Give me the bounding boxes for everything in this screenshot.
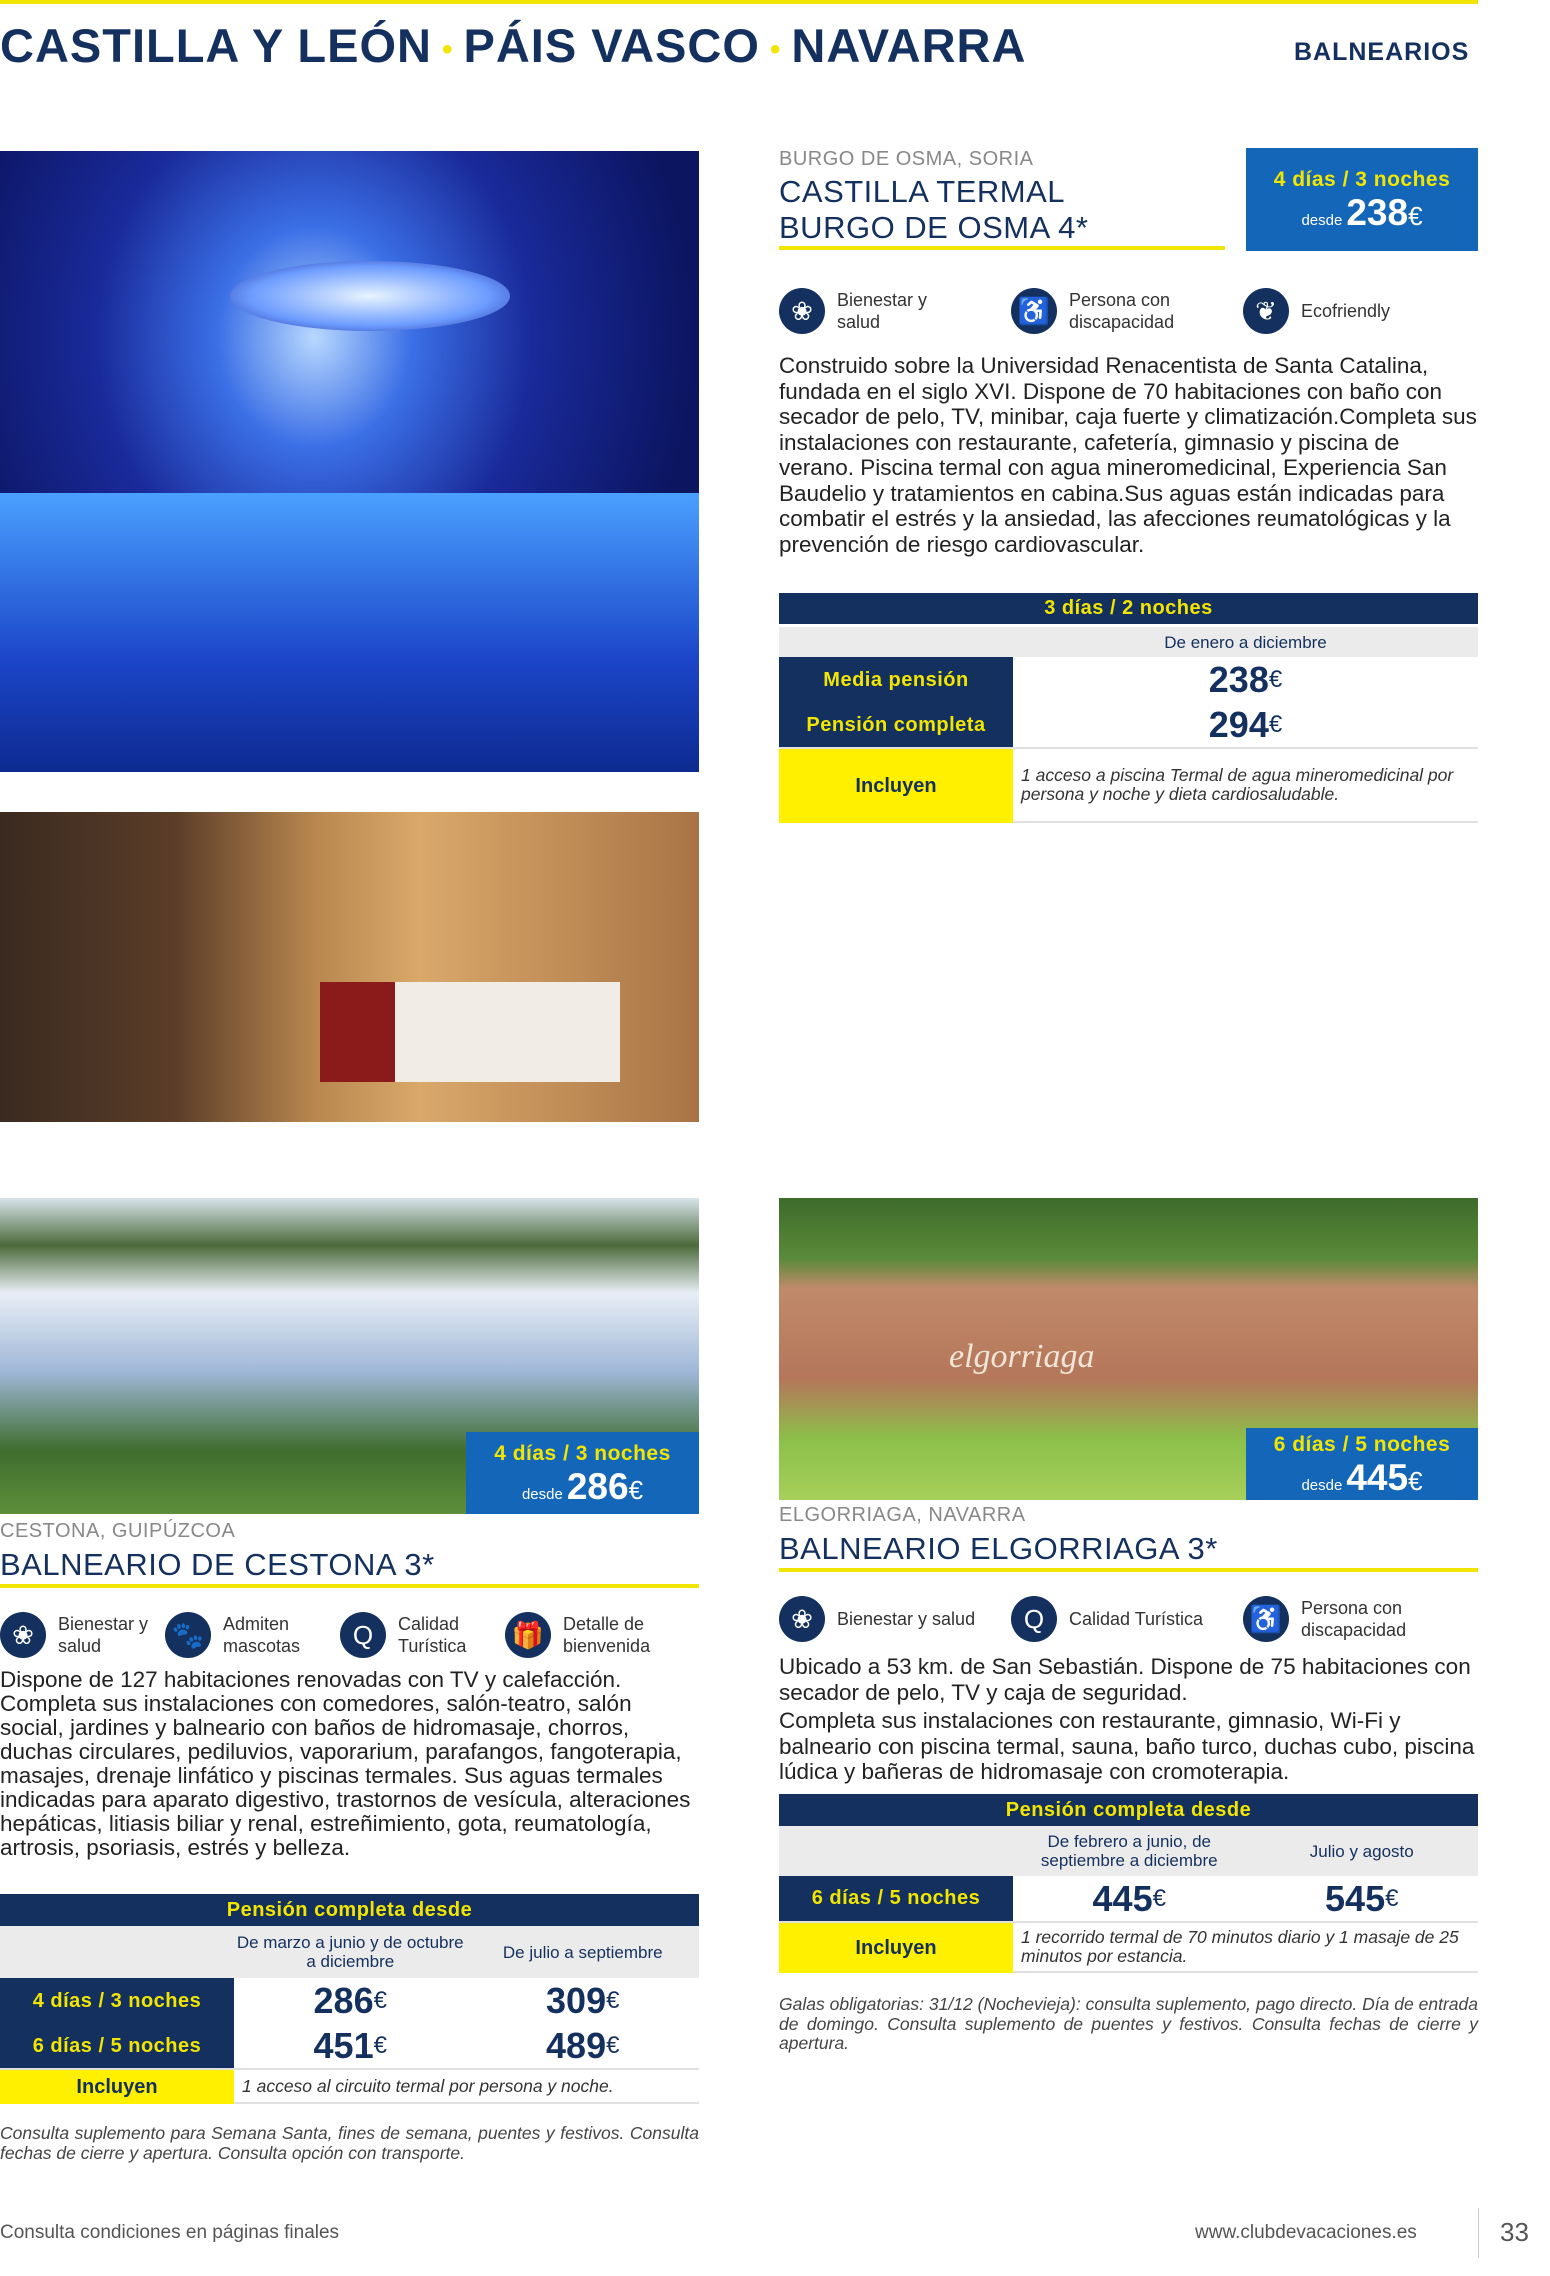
- quality-q-icon: Q: [1011, 1596, 1057, 1642]
- price-cell: [1246, 1876, 1479, 1921]
- includes-label: Incluyen: [779, 749, 1013, 823]
- feature-label: Calidad Turística: [1069, 1609, 1204, 1629]
- page-title: [0, 18, 1026, 73]
- footer-divider: [1478, 2208, 1479, 2258]
- row-label: 6 días / 5 noches: [779, 1876, 1013, 1921]
- price-cell: [234, 2024, 467, 2068]
- hotel2-features: [0, 1612, 699, 1658]
- period-label: De febrero a junio, de septiembre a diciembre: [1040, 1832, 1218, 1870]
- hotel3-price-table: [779, 1794, 1478, 1973]
- feature-wellness: [779, 288, 1011, 334]
- quality-q-icon: Q: [340, 1612, 386, 1658]
- title-region-1: CASTILLA Y LEÓN: [0, 19, 432, 72]
- title-underline: [779, 246, 1225, 250]
- title-region-2: PÁIS VASCO: [463, 19, 760, 72]
- hotel1-features: [779, 288, 1478, 334]
- footer-url[interactable]: www.clubdevacaciones.es: [1195, 2222, 1417, 2243]
- feature-wellness: [779, 1596, 1011, 1642]
- hotel1-price-table: [779, 593, 1478, 823]
- table-header: Pensión completa desde: [779, 1794, 1478, 1826]
- price: 294: [1208, 704, 1269, 745]
- table-row: [779, 657, 1478, 703]
- title-underline: [779, 1568, 1478, 1572]
- leaf-icon: ❦: [1243, 288, 1289, 334]
- feature-label: Calidad Turística: [398, 1614, 467, 1656]
- period-label: De marzo a junio y de octubre a diciembre: [236, 1933, 464, 1971]
- badge-duration: 4 días / 3 noches: [1273, 168, 1451, 191]
- currency: €: [1385, 1884, 1399, 1912]
- price-cell: [1013, 1876, 1246, 1921]
- hotel3-location: ELGORRIAGA, NAVARRA: [779, 1504, 1026, 1526]
- footer-conditions: Consulta condiciones en páginas finales: [0, 2222, 340, 2243]
- hotel2-price-table: [0, 1894, 699, 2104]
- badge-price: 286: [566, 1466, 629, 1507]
- feature-label: Bienestar y salud: [58, 1614, 149, 1656]
- gift-icon: 🎁: [505, 1612, 551, 1658]
- title-separator: •: [441, 32, 454, 66]
- currency: €: [606, 1987, 620, 2014]
- period-label: Julio y agosto: [1309, 1841, 1414, 1861]
- table-period-row: [779, 1826, 1478, 1876]
- price-cell: [1013, 703, 1478, 747]
- feature-label: Detalle de bienvenida: [563, 1614, 651, 1656]
- badge-duration: 6 días / 5 noches: [1273, 1433, 1451, 1456]
- building-sign: elgorriaga: [949, 1338, 1095, 1375]
- price-cell: [234, 1978, 467, 2024]
- feature-wellness: [0, 1612, 165, 1658]
- feature-ecofriendly: [1243, 288, 1390, 334]
- feature-quality: [1011, 1596, 1243, 1642]
- pool-photo: [0, 151, 699, 772]
- badge-from: desde: [521, 1486, 563, 1503]
- badge-price: 445: [1346, 1457, 1409, 1498]
- hotel1-title: [779, 174, 1088, 246]
- title-underline: [0, 1584, 699, 1588]
- feature-pets: [165, 1612, 340, 1658]
- hotel3-title: BALNEARIO ELGORRIAGA 3*: [779, 1531, 1218, 1566]
- currency: €: [606, 2032, 620, 2059]
- badge-price: 238: [1346, 192, 1409, 233]
- price: 545: [1325, 1877, 1386, 1919]
- price: 445: [1092, 1877, 1153, 1919]
- hotel2-price-badge: [466, 1432, 699, 1514]
- top-rule: [0, 0, 1478, 4]
- includes-row: [0, 2070, 699, 2104]
- feature-label: Bienestar y salud: [837, 1609, 976, 1629]
- table-period-row: [779, 627, 1478, 657]
- price: 286: [313, 1980, 374, 2021]
- badge-currency: €: [1408, 1466, 1423, 1496]
- includes-label: Incluyen: [0, 2070, 234, 2104]
- hotel2-description: Dispone de 127 habitaciones renovadas con TV y calefacción. Completa sus instalaciones con comedores, salón-teatro, salón social, jardines y balneario con baños de hidromasaje, chorros, duchas circulares, pediluvios, vaporarium, parafangos, fangoterapia, masajes, drenaje linfático y piscinas termales. Sus aguas termales indicadas para aparato digestivo, trastornos de vesícula, alteraciones hepáticas, litiasis biliar y renal, estreñimiento, gota, reumatología, artrosis, psoriasis, estrés y belleza.: [0, 1667, 691, 1860]
- feature-quality: [340, 1612, 505, 1658]
- currency: €: [1268, 666, 1283, 693]
- price: 451: [313, 2025, 374, 2066]
- hotel2-title: BALNEARIO DE CESTONA 3*: [0, 1547, 435, 1582]
- feature-welcome-gift: [505, 1612, 673, 1658]
- price: 309: [546, 1980, 607, 2021]
- hotel3-price-badge: [1246, 1428, 1478, 1500]
- wellness-icon: ❀: [0, 1612, 46, 1658]
- table-row: [779, 703, 1478, 749]
- hotel1-description: Construido sobre la Universidad Renacentista de Santa Catalina, fundada en el siglo XVI. Dispone de 70 habitaciones con baño con secador de pelo, TV, minibar, caja fuerte y climatización.Completa sus instalaciones con restaurante, cafetería, gimnasio y piscina de verano. Piscina termal con agua mineromedicinal, Experiencia San Baudelio y tratamientos en cabina.Sus aguas están indicadas para combatir el estrés y la ansiedad, las afecciones reumatológicas y la prevención de riesgo cardiovascular.: [779, 353, 1477, 557]
- price-cell: [1013, 657, 1478, 703]
- includes-text: 1 recorrido termal de 70 minutos diario y 1 masaje de 25 minutos por estancia.: [1013, 1923, 1478, 1973]
- feature-label: Admiten mascotas: [223, 1614, 301, 1656]
- price-cell: [467, 2024, 700, 2068]
- row-label: Pensión completa: [779, 703, 1013, 747]
- table-period-row: [0, 1926, 699, 1978]
- currency: €: [373, 1987, 387, 2014]
- paw-icon: 🐾: [165, 1612, 211, 1658]
- table-header: 3 días / 2 noches: [779, 593, 1478, 624]
- badge-duration: 4 días / 3 noches: [494, 1442, 671, 1465]
- badge-currency: €: [1408, 201, 1423, 231]
- includes-row: [779, 749, 1478, 823]
- wheelchair-icon: ♿: [1243, 1596, 1289, 1642]
- badge-from: desde: [1301, 212, 1343, 229]
- title-separator: •: [769, 32, 782, 66]
- title-line: CASTILLA TERMAL: [779, 174, 1066, 209]
- wellness-icon: ❀: [779, 288, 825, 334]
- period-label: De julio a septiembre: [502, 1942, 663, 1962]
- currency: €: [1268, 711, 1283, 738]
- hotel3-note: Galas obligatorias: 31/12 (Nochevieja): consulta suplemento, pago directo. Día de entrada de domingo. Consulta suplemento de puentes y festivos. Consulta fechas de cierre y apertura.: [779, 1994, 1478, 2053]
- includes-text: 1 acceso a piscina Termal de agua mineromedicinal por persona y noche y dieta cardiosaludable.: [1013, 749, 1478, 823]
- table-row: [0, 1978, 699, 2024]
- feature-accessibility: [1243, 1596, 1431, 1642]
- section-label: BALNEARIOS: [1294, 38, 1470, 66]
- price: 489: [546, 2025, 607, 2066]
- table-header: Pensión completa desde: [0, 1894, 699, 1926]
- includes-row: [779, 1923, 1478, 1973]
- badge-currency: €: [628, 1475, 644, 1505]
- hotel1-location: BURGO DE OSMA, SORIA: [779, 148, 1034, 170]
- row-label: 6 días / 5 noches: [0, 2024, 234, 2068]
- feature-label: Persona con discapacidad: [1069, 290, 1175, 332]
- feature-label: Bienestar y salud: [837, 290, 928, 332]
- price: 238: [1208, 659, 1269, 700]
- page-number: 33: [1500, 2217, 1529, 2247]
- row-label: Media pensión: [779, 657, 1013, 703]
- room-photo: [0, 812, 699, 1122]
- table-row: [779, 1876, 1478, 1923]
- wheelchair-icon: ♿: [1011, 288, 1057, 334]
- currency: €: [373, 2032, 387, 2059]
- hotel1-price-badge: [1246, 148, 1478, 251]
- table-row: [0, 2024, 699, 2070]
- description-paragraph: Completa sus instalaciones con restaurante, gimnasio, Wi-Fi y balneario con piscina termal, sauna, baño turco, duchas cubo, piscina lúdica y bañeras de hidromasaje con cromoterapia.: [779, 1708, 1475, 1784]
- title-line: BURGO DE OSMA 4*: [779, 210, 1089, 245]
- row-label: 4 días / 3 noches: [0, 1978, 234, 2024]
- wellness-icon: ❀: [779, 1596, 825, 1642]
- title-region-3: NAVARRA: [791, 19, 1027, 72]
- hotel3-features: [779, 1596, 1478, 1642]
- feature-accessibility: [1011, 288, 1243, 334]
- currency: €: [1152, 1884, 1166, 1912]
- feature-label: Ecofriendly: [1301, 301, 1391, 321]
- feature-label: Persona con discapacidad: [1301, 1598, 1407, 1640]
- price-cell: [467, 1978, 700, 2024]
- hotel2-note: Consulta suplemento para Semana Santa, fines de semana, puentes y festivos. Consulta fechas de cierre y apertura. Consulta opción con transporte.: [0, 2123, 699, 2163]
- description-paragraph: Ubicado a 53 km. de San Sebastián. Dispone de 75 habitaciones con secador de pelo, TV y caja de seguridad.: [779, 1654, 1471, 1705]
- hotel3-description: [779, 1654, 1478, 1785]
- period-label: De enero a diciembre: [1164, 632, 1327, 652]
- includes-label: Incluyen: [779, 1923, 1013, 1973]
- badge-from: desde: [1301, 1477, 1343, 1494]
- includes-text: 1 acceso al circuito termal por persona y noche.: [234, 2070, 699, 2104]
- hotel2-location: CESTONA, GUIPÚZCOA: [0, 1520, 236, 1542]
